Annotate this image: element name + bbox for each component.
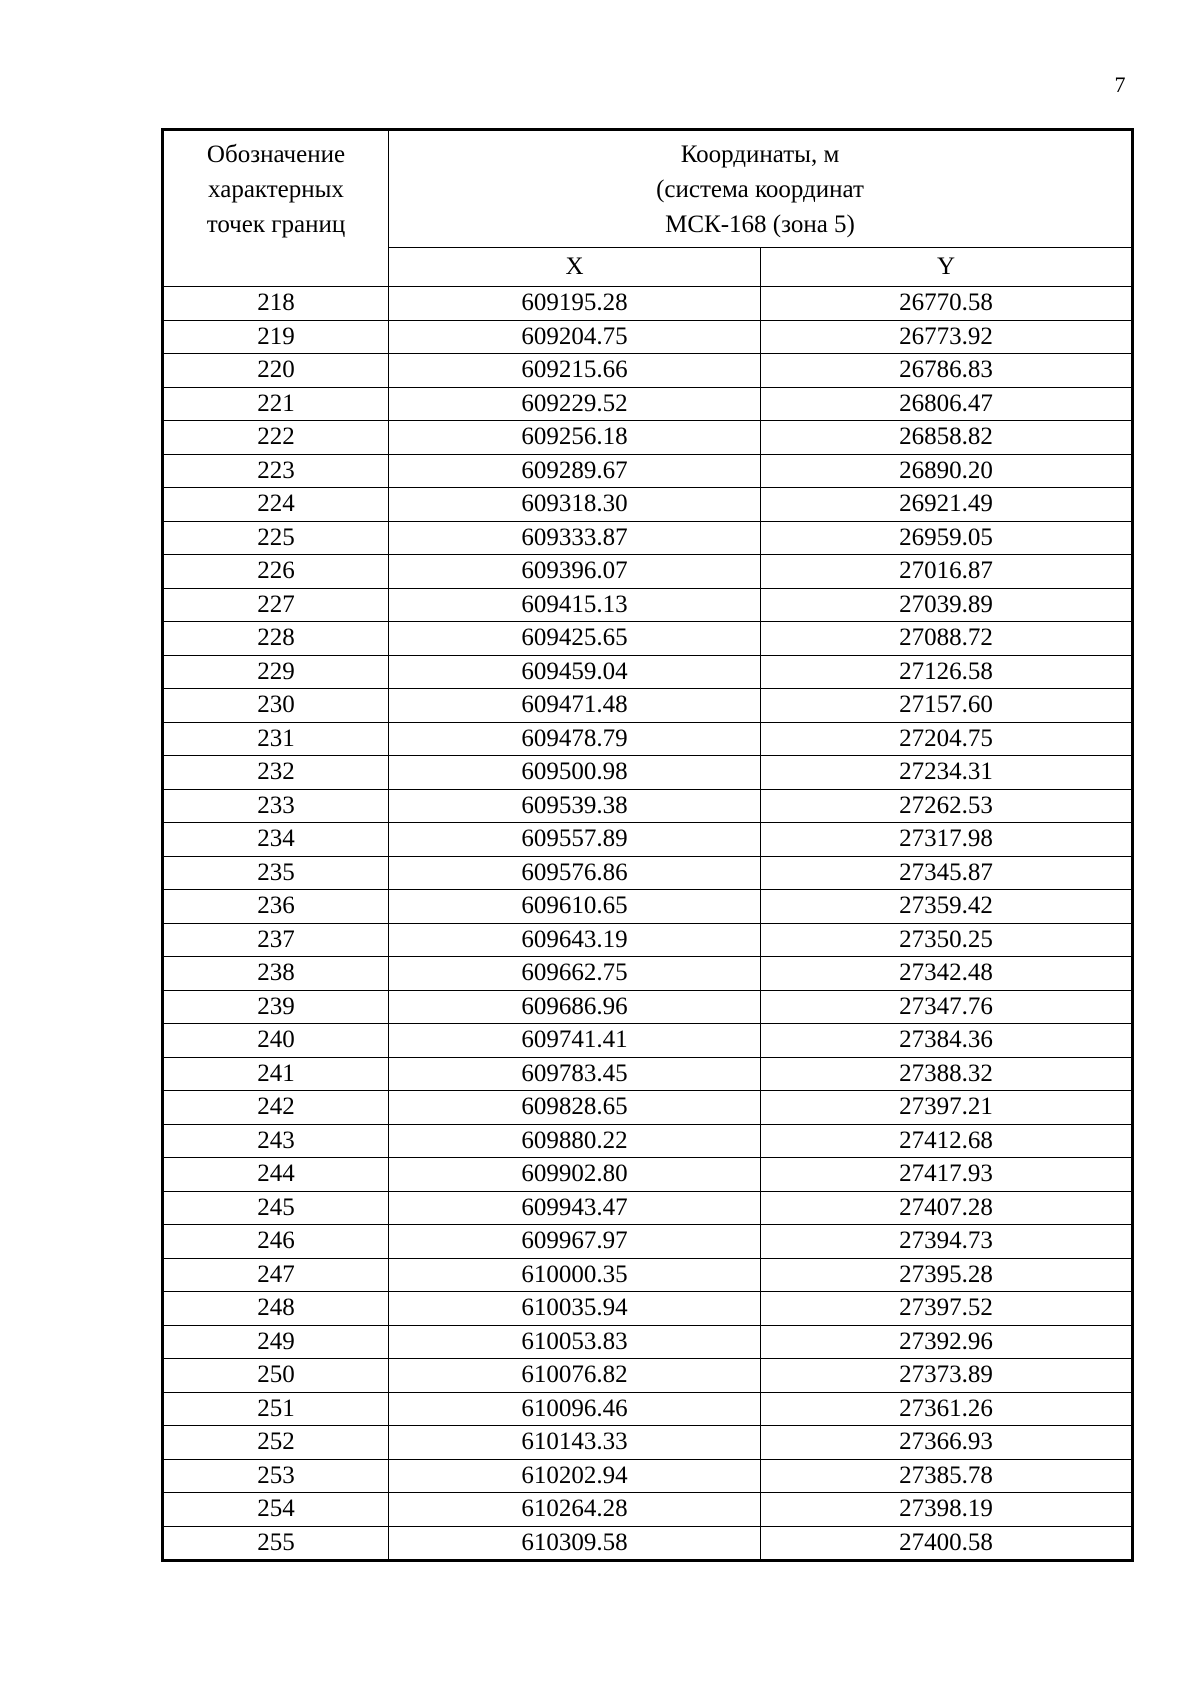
header-coordinates-line: (система координат (656, 176, 864, 203)
header-designation (163, 130, 389, 287)
cell-y: 26806.47 (761, 387, 1133, 421)
coordinates-table (161, 128, 1134, 1562)
table-row (163, 1292, 1133, 1326)
table-row (163, 287, 1133, 321)
cell-x: 610264.28 (389, 1493, 761, 1527)
cell-point: 221 (163, 387, 389, 421)
table-row (163, 1325, 1133, 1359)
cell-point: 234 (163, 823, 389, 857)
table-row (163, 555, 1133, 589)
header-y: Y (761, 248, 1133, 287)
header-coordinates (389, 130, 1133, 248)
cell-y: 27347.76 (761, 990, 1133, 1024)
cell-x: 609256.18 (389, 421, 761, 455)
cell-x: 609828.65 (389, 1091, 761, 1125)
table-row (163, 1493, 1133, 1527)
cell-point: 240 (163, 1024, 389, 1058)
table-row (163, 1526, 1133, 1561)
cell-y: 27016.87 (761, 555, 1133, 589)
table-row (163, 622, 1133, 656)
cell-point: 244 (163, 1158, 389, 1192)
cell-point: 250 (163, 1359, 389, 1393)
cell-x: 609902.80 (389, 1158, 761, 1192)
table-row (163, 1091, 1133, 1125)
cell-point: 220 (163, 354, 389, 388)
header-designation-line: характерных (208, 176, 344, 203)
cell-point: 225 (163, 521, 389, 555)
table-row (163, 923, 1133, 957)
table-row (163, 856, 1133, 890)
cell-point: 227 (163, 588, 389, 622)
cell-x: 609741.41 (389, 1024, 761, 1058)
table-row (163, 1191, 1133, 1225)
table-row (163, 354, 1133, 388)
cell-x: 609576.86 (389, 856, 761, 890)
cell-point: 218 (163, 287, 389, 321)
cell-x: 609610.65 (389, 890, 761, 924)
cell-y: 26786.83 (761, 354, 1133, 388)
table-header (163, 130, 1133, 287)
cell-x: 609229.52 (389, 387, 761, 421)
cell-y: 27359.42 (761, 890, 1133, 924)
cell-y: 26921.49 (761, 488, 1133, 522)
cell-x: 609967.97 (389, 1225, 761, 1259)
cell-y: 27412.68 (761, 1124, 1133, 1158)
cell-y: 27397.52 (761, 1292, 1133, 1326)
cell-y: 26890.20 (761, 454, 1133, 488)
cell-y: 27345.87 (761, 856, 1133, 890)
cell-y: 27262.53 (761, 789, 1133, 823)
cell-x: 610143.33 (389, 1426, 761, 1460)
cell-y: 27234.31 (761, 756, 1133, 790)
cell-x: 609415.13 (389, 588, 761, 622)
table-row (163, 1225, 1133, 1259)
cell-point: 247 (163, 1258, 389, 1292)
cell-point: 219 (163, 320, 389, 354)
cell-point: 241 (163, 1057, 389, 1091)
cell-x: 609204.75 (389, 320, 761, 354)
page-number: 7 (1114, 72, 1126, 97)
cell-x: 609880.22 (389, 1124, 761, 1158)
cell-y: 27204.75 (761, 722, 1133, 756)
cell-x: 609195.28 (389, 287, 761, 321)
cell-y: 27407.28 (761, 1191, 1133, 1225)
cell-x: 609425.65 (389, 622, 761, 656)
cell-x: 610076.82 (389, 1359, 761, 1393)
cell-point: 232 (163, 756, 389, 790)
cell-x: 609686.96 (389, 990, 761, 1024)
cell-x: 609943.47 (389, 1191, 761, 1225)
cell-y: 26858.82 (761, 421, 1133, 455)
cell-point: 231 (163, 722, 389, 756)
cell-x: 609643.19 (389, 923, 761, 957)
cell-y: 27400.58 (761, 1526, 1133, 1561)
cell-point: 245 (163, 1191, 389, 1225)
cell-y: 27397.21 (761, 1091, 1133, 1125)
cell-x: 609500.98 (389, 756, 761, 790)
cell-x: 609539.38 (389, 789, 761, 823)
header-designation-line: Обозначение (206, 141, 346, 168)
table-row (163, 1024, 1133, 1058)
cell-point: 236 (163, 890, 389, 924)
cell-x: 609662.75 (389, 957, 761, 991)
cell-y: 27384.36 (761, 1024, 1133, 1058)
cell-x: 609783.45 (389, 1057, 761, 1091)
table-row (163, 722, 1133, 756)
cell-y: 26959.05 (761, 521, 1133, 555)
cell-y: 27126.58 (761, 655, 1133, 689)
cell-point: 249 (163, 1325, 389, 1359)
table-row (163, 1359, 1133, 1393)
header-x: X (389, 248, 761, 287)
cell-x: 610202.94 (389, 1459, 761, 1493)
header-coordinates-line: МСК-168 (зона 5) (665, 211, 855, 238)
cell-point: 222 (163, 421, 389, 455)
table-row (163, 454, 1133, 488)
cell-point: 238 (163, 957, 389, 991)
table-row (163, 823, 1133, 857)
table-row (163, 1158, 1133, 1192)
table-row (163, 320, 1133, 354)
cell-point: 235 (163, 856, 389, 890)
table-row (163, 521, 1133, 555)
cell-y: 26773.92 (761, 320, 1133, 354)
table-row (163, 1258, 1133, 1292)
cell-point: 255 (163, 1526, 389, 1561)
table-row (163, 1459, 1133, 1493)
cell-y: 27088.72 (761, 622, 1133, 656)
cell-x: 610000.35 (389, 1258, 761, 1292)
cell-point: 243 (163, 1124, 389, 1158)
cell-x: 609289.67 (389, 454, 761, 488)
cell-x: 609471.48 (389, 689, 761, 723)
cell-point: 242 (163, 1091, 389, 1125)
cell-y: 27388.32 (761, 1057, 1133, 1091)
cell-y: 27342.48 (761, 957, 1133, 991)
cell-point: 253 (163, 1459, 389, 1493)
cell-point: 239 (163, 990, 389, 1024)
table-body (163, 287, 1133, 1561)
cell-y: 27317.98 (761, 823, 1133, 857)
header-designation-line: точек границ (206, 211, 346, 238)
cell-point: 224 (163, 488, 389, 522)
cell-point: 251 (163, 1392, 389, 1426)
table-row (163, 990, 1133, 1024)
table-row (163, 789, 1133, 823)
cell-point: 252 (163, 1426, 389, 1460)
cell-x: 609215.66 (389, 354, 761, 388)
table-row (163, 421, 1133, 455)
cell-x: 609333.87 (389, 521, 761, 555)
cell-x: 610053.83 (389, 1325, 761, 1359)
cell-y: 27392.96 (761, 1325, 1133, 1359)
header-coordinates-line: Координаты, м (680, 141, 840, 168)
cell-x: 609396.07 (389, 555, 761, 589)
cell-y: 26770.58 (761, 287, 1133, 321)
cell-x: 610309.58 (389, 1526, 761, 1561)
cell-point: 223 (163, 454, 389, 488)
cell-y: 27394.73 (761, 1225, 1133, 1259)
cell-x: 610035.94 (389, 1292, 761, 1326)
table-row (163, 588, 1133, 622)
table-row (163, 1057, 1133, 1091)
cell-y: 27366.93 (761, 1426, 1133, 1460)
cell-y: 27373.89 (761, 1359, 1133, 1393)
cell-y: 27350.25 (761, 923, 1133, 957)
cell-point: 229 (163, 655, 389, 689)
table-row (163, 1124, 1133, 1158)
cell-point: 228 (163, 622, 389, 656)
table-row (163, 488, 1133, 522)
cell-x: 610096.46 (389, 1392, 761, 1426)
cell-point: 246 (163, 1225, 389, 1259)
cell-point: 254 (163, 1493, 389, 1527)
cell-point: 226 (163, 555, 389, 589)
cell-x: 609459.04 (389, 655, 761, 689)
cell-y: 27398.19 (761, 1493, 1133, 1527)
cell-y: 27385.78 (761, 1459, 1133, 1493)
cell-point: 230 (163, 689, 389, 723)
cell-x: 609557.89 (389, 823, 761, 857)
table-row (163, 387, 1133, 421)
cell-y: 27157.60 (761, 689, 1133, 723)
table-row (163, 890, 1133, 924)
table-row (163, 1392, 1133, 1426)
table-row (163, 655, 1133, 689)
cell-point: 233 (163, 789, 389, 823)
table-row (163, 957, 1133, 991)
table-row (163, 1426, 1133, 1460)
cell-point: 237 (163, 923, 389, 957)
cell-y: 27039.89 (761, 588, 1133, 622)
table-row (163, 689, 1133, 723)
cell-point: 248 (163, 1292, 389, 1326)
cell-x: 609318.30 (389, 488, 761, 522)
table-row (163, 756, 1133, 790)
cell-y: 27395.28 (761, 1258, 1133, 1292)
cell-x: 609478.79 (389, 722, 761, 756)
cell-y: 27361.26 (761, 1392, 1133, 1426)
cell-y: 27417.93 (761, 1158, 1133, 1192)
